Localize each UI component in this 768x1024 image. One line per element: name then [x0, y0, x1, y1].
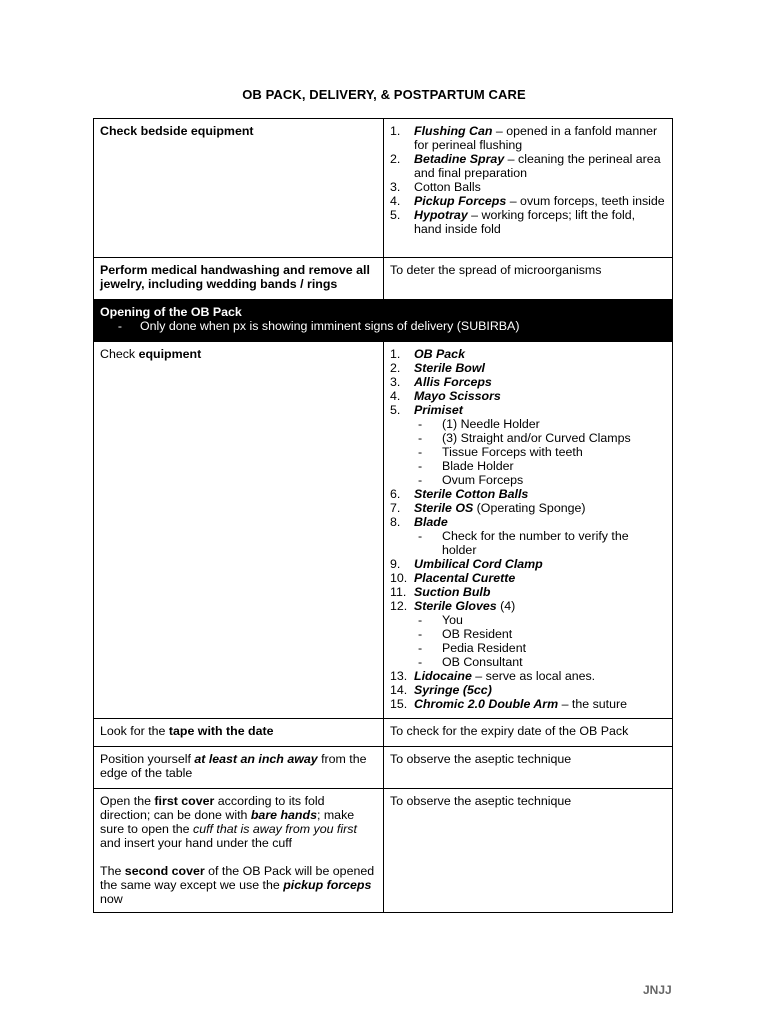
item-name: Mayo Scissors	[414, 389, 501, 403]
list-item	[390, 515, 666, 529]
dash-bullet: -	[418, 655, 423, 669]
procedure-table	[93, 118, 673, 913]
item-number: 2.	[390, 361, 401, 375]
list-item	[390, 557, 666, 571]
section-banner	[94, 300, 673, 342]
step-text: Open the	[100, 794, 155, 808]
item-number: 7.	[390, 501, 401, 515]
step-text-bold: second cover	[124, 864, 205, 878]
item-name: Allis Forceps	[414, 375, 492, 389]
item-name: Sterile Cotton Balls	[414, 487, 529, 501]
step-paragraph	[100, 794, 377, 850]
step-cell	[94, 119, 384, 258]
list-item	[390, 124, 666, 152]
step-text: Check	[100, 347, 139, 361]
step-cell	[94, 342, 384, 719]
sub-item-text: Ovum Forceps	[442, 473, 524, 487]
footer-initials: JNJJ	[643, 983, 672, 997]
page-title: OB PACK, DELIVERY, & POSTPARTUM CARE	[242, 87, 526, 102]
list-item	[390, 152, 666, 180]
sub-item	[390, 655, 666, 669]
rationale-text: To observe the aseptic technique	[390, 794, 572, 808]
item-number: 13.	[390, 669, 408, 683]
step-cell	[94, 747, 384, 789]
item-name: Suction Bulb	[414, 585, 491, 599]
dash-bullet: -	[418, 613, 423, 627]
sub-item	[390, 417, 666, 431]
rationale-text: To deter the spread of microorganisms	[390, 263, 602, 277]
list-item	[390, 347, 666, 361]
sub-list	[390, 417, 666, 487]
sub-item	[390, 459, 666, 473]
list-item	[390, 194, 666, 208]
list-item	[390, 501, 666, 515]
item-number: 5.	[390, 403, 401, 417]
list-item	[390, 361, 666, 375]
step-text: according to its fold direction; can be done with	[100, 794, 325, 822]
item-number: 2.	[390, 152, 401, 166]
step-text-italic: cuff that is away from you first	[193, 822, 357, 836]
rationale-cell	[384, 747, 673, 789]
item-number: 12.	[390, 599, 408, 613]
item-name: Chromic 2.0 Double Arm	[414, 697, 559, 711]
dash-bullet: -	[418, 627, 423, 641]
item-number: 3.	[390, 375, 401, 389]
step-text: Position yourself	[100, 752, 195, 766]
item-name: Primiset	[414, 403, 463, 417]
list-item	[390, 697, 666, 711]
item-number: 14.	[390, 683, 408, 697]
table-row	[94, 342, 673, 719]
item-name: Blade	[414, 515, 448, 529]
equipment-list	[390, 487, 666, 529]
step-text: Check bedside equipment	[100, 124, 254, 138]
dash-bullet: -	[418, 529, 423, 543]
item-name: Betadine Spray	[414, 152, 505, 166]
item-number: 15.	[390, 697, 408, 711]
dash-bullet: -	[418, 459, 423, 473]
list-item	[390, 389, 666, 403]
dash-bullet: -	[117, 319, 123, 333]
step-text: from the edge of the table	[100, 752, 367, 780]
step-text-bold: first cover	[154, 794, 215, 808]
sub-list	[390, 613, 666, 669]
item-desc: – ovum forceps, teeth inside	[506, 194, 665, 208]
sub-item	[390, 613, 666, 627]
step-cell	[94, 258, 384, 300]
section-note-text: Only done when px is showing imminent signs of delivery (SUBIRBA)	[140, 319, 520, 333]
item-name: Umbilical Cord Clamp	[414, 557, 543, 571]
step-text: and insert your hand under the cuff	[100, 836, 292, 850]
step-text-bold: equipment	[138, 347, 202, 361]
sub-item	[390, 529, 666, 557]
item-number: 8.	[390, 515, 401, 529]
step-text-bold: tape with the date	[168, 724, 274, 738]
dash-bullet: -	[418, 417, 423, 431]
item-number: 3.	[390, 180, 401, 194]
item-number: 11.	[390, 585, 407, 599]
dash-bullet: -	[418, 641, 423, 655]
step-text: The	[100, 864, 125, 878]
list-item	[390, 571, 666, 585]
list-item	[390, 669, 666, 683]
list-item	[390, 487, 666, 501]
step-text-emphasis: bare hands	[250, 808, 317, 822]
list-item	[390, 208, 666, 236]
step-cell	[94, 719, 384, 747]
equipment-list	[390, 669, 666, 711]
list-item	[390, 683, 666, 697]
item-desc: – cleaning the perineal area and final preparation	[414, 152, 661, 180]
list-item	[390, 585, 666, 599]
item-name: Lidocaine	[414, 669, 472, 683]
item-name: Sterile OS	[414, 501, 474, 515]
sub-item	[390, 445, 666, 459]
sub-item	[390, 627, 666, 641]
dash-bullet: -	[418, 473, 423, 487]
step-text: of the OB Pack will be opened the same way except we use the	[100, 864, 375, 892]
sub-item-text: Check for the number to verify the holder	[442, 529, 629, 557]
dash-bullet: -	[418, 445, 423, 459]
item-name: Flushing Can	[414, 124, 493, 138]
sub-item-text: You	[442, 613, 463, 627]
sub-item	[390, 431, 666, 445]
sub-item	[390, 641, 666, 655]
item-number: 9.	[390, 557, 401, 571]
item-number: 1.	[390, 124, 401, 138]
table-row	[94, 789, 673, 913]
dash-bullet: -	[418, 431, 423, 445]
section-title: Opening of the OB Pack	[100, 305, 242, 319]
item-name: Sterile Bowl	[414, 361, 485, 375]
list-item	[390, 403, 666, 417]
sub-item-text: Pedia Resident	[442, 641, 527, 655]
item-number: 1.	[390, 347, 401, 361]
item-name: Sterile Gloves	[414, 599, 497, 613]
item-number: 6.	[390, 487, 401, 501]
rationale-text: To observe the aseptic technique	[390, 752, 572, 766]
item-desc: – working forceps; lift the fold, hand inside fold	[414, 208, 636, 236]
list-item	[390, 375, 666, 389]
item-desc: – serve as local anes.	[471, 669, 596, 683]
step-text-emphasis: at least an inch away	[194, 752, 318, 766]
list-item	[390, 599, 666, 613]
item-desc: Cotton Balls	[414, 180, 481, 194]
item-number: 4.	[390, 389, 401, 403]
step-text: now	[100, 892, 123, 906]
item-name: Syringe (5cc)	[414, 683, 492, 697]
step-paragraph	[100, 864, 377, 906]
item-name: Pickup Forceps	[414, 194, 507, 208]
equipment-list	[390, 124, 666, 236]
rationale-cell	[384, 719, 673, 747]
section-note	[100, 319, 666, 333]
equipment-list	[390, 557, 666, 613]
item-name: OB Pack	[414, 347, 465, 361]
list-item	[390, 180, 666, 194]
item-desc: (Operating Sponge)	[473, 501, 586, 515]
item-name: Hypotray	[414, 208, 468, 222]
item-desc: – the suture	[558, 697, 628, 711]
item-number: 10.	[390, 571, 408, 585]
table-row	[94, 747, 673, 789]
item-desc: – opened in a fanfold manner for perineal flushing	[414, 124, 658, 152]
sub-item-text: OB Resident	[442, 627, 513, 641]
sub-item-text: Blade Holder	[442, 459, 514, 473]
rationale-cell	[384, 342, 673, 719]
sub-list	[390, 529, 666, 557]
section-banner-row	[94, 300, 673, 342]
table-row	[94, 719, 673, 747]
item-number: 4.	[390, 194, 401, 208]
step-text: Look for the	[100, 724, 169, 738]
rationale-cell	[384, 258, 673, 300]
rationale-cell	[384, 789, 673, 913]
sub-item	[390, 473, 666, 487]
rationale-cell	[384, 119, 673, 258]
item-desc: (4)	[496, 599, 516, 613]
item-name: Placental Curette	[414, 571, 516, 585]
sub-item-text: OB Consultant	[442, 655, 523, 669]
table-row	[94, 258, 673, 300]
step-cell	[94, 789, 384, 913]
table-row	[94, 119, 673, 258]
rationale-text: To check for the expiry date of the OB Pack	[390, 724, 629, 738]
sub-item-text: (3) Straight and/or Curved Clamps	[442, 431, 631, 445]
sub-item-text: (1) Needle Holder	[442, 417, 540, 431]
step-text: ; make sure to open the	[100, 808, 355, 836]
equipment-list	[390, 347, 666, 417]
step-text-emphasis: pickup forceps	[283, 878, 372, 892]
sub-item-text: Tissue Forceps with teeth	[442, 445, 583, 459]
item-number: 5.	[390, 208, 401, 222]
step-text: Perform medical handwashing and remove all jewelry, including wedding bands / rings	[100, 263, 370, 291]
